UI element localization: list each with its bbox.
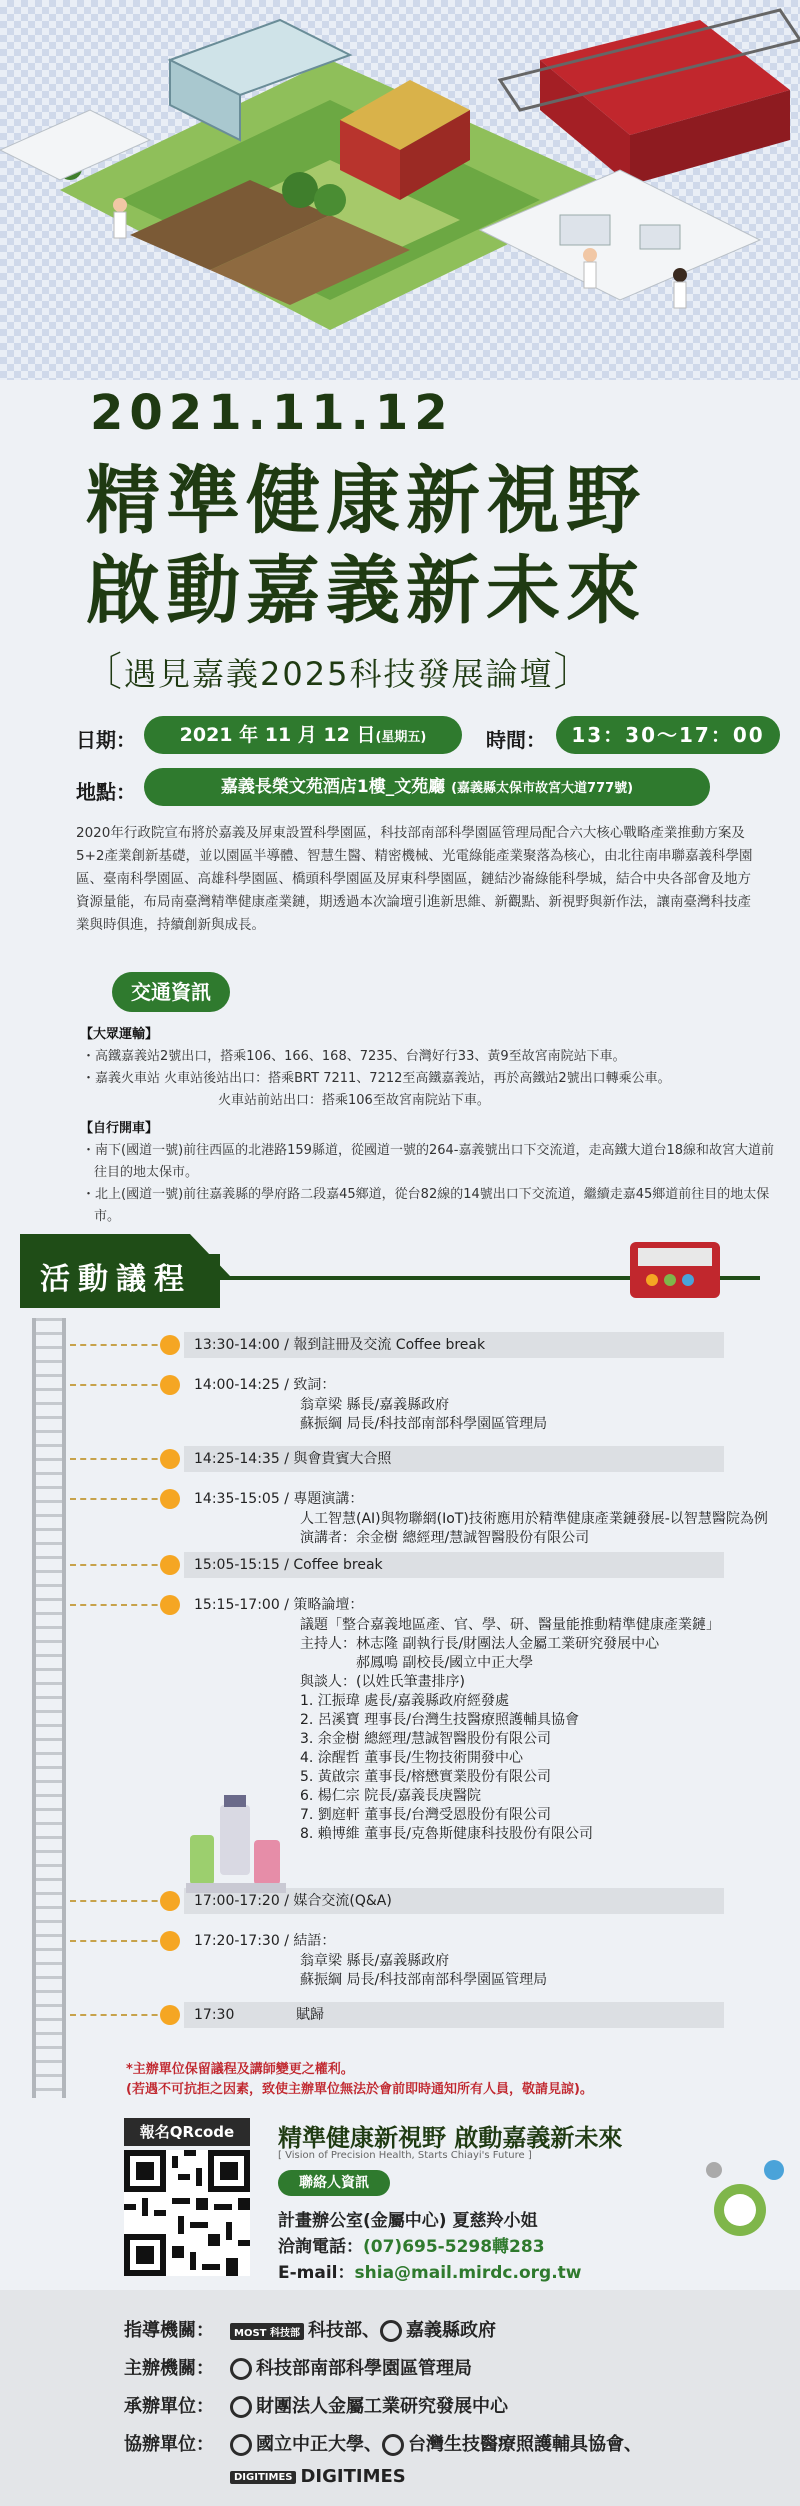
date-pill: [144, 716, 462, 754]
agenda-item-time: 14:25-14:35 / 與會貴賓大合照: [194, 1451, 392, 1467]
main-title-line1: 精準健康新視野: [86, 458, 646, 544]
mirdc-logo: [230, 2396, 252, 2418]
agenda-dot: [160, 1555, 180, 1575]
phone-label: 洽詢電話：: [278, 2237, 363, 2257]
agenda-dot: [160, 1449, 180, 1469]
hero-illustration: [0, 0, 800, 380]
bracket-right: 〕: [553, 649, 596, 695]
agenda-item-time: 13:30-14:00 / 報到註冊及交流 Coffee break: [194, 1337, 486, 1353]
qr-label: 報名QRcode: [124, 2118, 250, 2146]
notice-2: (若遇不可抗拒之因素，致使主辦單位無法於會前即時通知所有人員，敬請見諒)。: [126, 2082, 593, 2097]
agenda-item-line: 翁章梁 縣長/嘉義縣政府: [300, 1397, 450, 1413]
public-transport-heading: 【大眾運輸】: [80, 1027, 159, 1042]
agenda-dot: [160, 1931, 180, 1951]
organizer-row: [124, 2392, 508, 2418]
organizer-value: 財團法人金屬工業研究發展中心: [256, 2396, 508, 2417]
main-title-line2: 啟動嘉義新未來: [86, 548, 646, 634]
contact-email-row: [278, 2258, 581, 2283]
agenda-item-line: 蘇振綱 局長/科技部南部科學園區管理局: [300, 1416, 548, 1432]
co-organizer-value: 國立中正大學、: [256, 2434, 382, 2455]
agenda-item-line: 4. 涂醒哲 董事長/生物技術開發中心: [300, 1750, 523, 1766]
digitimes-logo: DIGITIMES: [230, 2471, 296, 2484]
organizers-panel: [0, 2290, 800, 2506]
agenda-dot: [160, 1595, 180, 1615]
rail-track: [32, 1318, 66, 2098]
car-item: ・北上(國道一號)前往嘉義縣的學府路二段嘉45鄉道，從台82線的14號出口下交流道，繼續走嘉45鄉道前往目的地太保市。: [82, 1187, 770, 1224]
notice-1: *主辦單位保留議程及講師變更之權利。: [126, 2062, 354, 2077]
lab-bottles-illustration: [180, 1795, 290, 1905]
co-organizer-row: [124, 2430, 642, 2456]
agenda-row-bg: [184, 2002, 724, 2028]
agenda-item-line: 3. 余金樹 總經理/慧誠智醫股份有限公司: [300, 1731, 551, 1747]
agenda-item-line: 蘇振綱 局長/科技部南部科學園區管理局: [300, 1972, 548, 1988]
agenda-item-line: 主持人：林志隆 副執行長/財團法人金屬工業研究發展中心: [300, 1636, 660, 1652]
place-value: 嘉義長榮文苑酒店1樓_文苑廳: [220, 777, 446, 797]
host-value: 科技部南部科學園區管理局: [256, 2358, 472, 2379]
agenda-dot: [160, 2005, 180, 2025]
public-item: 火車站前站出口：搭乘106至故宮南院站下車。: [218, 1093, 490, 1108]
agenda-item-line: 議題「整合嘉義地區產、官、學、研、醫量能推動精準健康產業鏈」: [300, 1617, 720, 1633]
contact-title: 精準健康新視野 啟動嘉義新未來: [278, 2123, 623, 2152]
co-organizer-value3: DIGITIMES: [300, 2466, 406, 2487]
co-organizer-label: 協辦單位：: [124, 2434, 214, 2455]
place-address: (嘉義縣太保市故宮大道777號): [451, 781, 634, 796]
contact-heading: 聯絡人資訊: [278, 2170, 390, 2196]
email-label: E-mail：: [278, 2263, 355, 2283]
agenda-item-line: 翁章梁 縣長/嘉義縣政府: [300, 1953, 450, 1969]
agenda-dot: [160, 1891, 180, 1911]
agenda-item-time: 15:15-17:00 / 策略論壇：: [194, 1597, 364, 1613]
email-value[interactable]: shia@mail.mirdc.org.tw: [354, 2263, 582, 2283]
public-item: ・高鐵嘉義站2號出口，搭乘106、166、168、7235、台灣好行33、黃9至故宮南院站下車。: [82, 1049, 626, 1064]
agenda-item-line: 6. 楊仁宗 院長/嘉義長庚醫院: [300, 1788, 481, 1804]
agenda-item-line: 演講者：余金樹 總經理/慧誠智醫股份有限公司: [300, 1530, 590, 1546]
traffic-heading: 交通資訊: [112, 972, 230, 1012]
agenda-item-time: 17:00-17:20 / 媒合交流(Q&A): [194, 1893, 392, 1909]
place-pill: [144, 768, 710, 806]
agenda-dot: [160, 1335, 180, 1355]
agenda-title: 活動議程: [40, 1262, 192, 1297]
place-label: 地點：: [76, 780, 136, 804]
agenda-item-time: 14:00-14:25 / 致詞：: [194, 1377, 336, 1393]
agenda-item-line: 8. 賴博維 董事長/克魯斯健康科技股份有限公司: [300, 1826, 593, 1842]
agenda-item-time: 17:20-17:30 / 結語：: [194, 1933, 336, 1949]
agenda-item-time: 14:35-15:05 / 專題演講：: [194, 1491, 364, 1507]
co-organizer-value2: 台灣生技醫療照護輔具協會、: [408, 2434, 642, 2455]
agenda-item-line: 1. 江振瑋 處長/嘉義縣政府經發處: [300, 1693, 509, 1709]
agenda-item-line: 郝鳳鳴 副校長/國立中正大學: [300, 1655, 534, 1671]
registration-qr-code[interactable]: [124, 2150, 250, 2276]
car-heading: 【自行開車】: [80, 1121, 159, 1136]
agenda-item-time: 17:30: [194, 2007, 235, 2023]
date-label: 日期：: [76, 728, 136, 752]
agenda-item-line: 2. 呂溪寶 理事長/台灣生技醫療照護輔具協會: [300, 1712, 579, 1728]
time-pill: 13：30～17：00: [556, 716, 780, 754]
phone-value[interactable]: (07)695-5298轉283: [363, 2237, 545, 2257]
date-value: 2021 年 11 月 12 日: [179, 724, 376, 746]
host-row: [124, 2354, 472, 2380]
ccu-logo: [230, 2434, 252, 2456]
bracket-left: 〔: [82, 649, 124, 695]
guide-label: 指導機關：: [124, 2320, 214, 2341]
subtitle-text: 遇見嘉義2025科技發展論壇: [124, 655, 554, 693]
public-item: ・嘉義火車站 火車站後站出口：搭乘BRT 7211、7212至高鐵嘉義站，再於高鐵站2號出口轉乘公車。: [82, 1071, 671, 1086]
agenda-item-line: 7. 劉庭軒 董事長/台灣受恩股份有限公司: [300, 1807, 551, 1823]
agenda-dot: [160, 1489, 180, 1509]
contact-title-en: [ Vision of Precision Health, Starts Chiayi's Future ]: [278, 2150, 532, 2161]
contact-office: 計畫辦公室(金屬中心) 夏慈羚小姐: [278, 2211, 538, 2231]
contact-phone-row: [278, 2232, 545, 2257]
guide-value2: 嘉義縣政府: [405, 2320, 496, 2341]
chiayi-county-logo: [380, 2320, 402, 2342]
agenda-item-tail: 賦歸: [296, 2007, 324, 2023]
agenda-dot: [160, 1375, 180, 1395]
event-date-heading: 2021.11.12: [90, 385, 454, 441]
agenda-item-line: 人工智慧(AI)與物聯網(IoT)技術應用於精準健康產業鏈發展-以智慧醫院為例: [300, 1511, 768, 1527]
intro-paragraph: 2020年行政院宣布將於嘉義及屏東設置科學園區，科技部南部科學園區管理局配合六大核心戰略產業推動方案及5+2產業創新基礎，並以園區半導體、智慧生醫、精密機械、光電綠能產業聚落為核心，由北往南串聯嘉義科學園區、臺南科學園區、高雄科學園區、橋頭科學園區及屏東科學園區，鏈結沙崙綠能科學城，結合中央各部會及地方資源量能，布局南臺灣精準健康產業鏈，期透過本次論壇引進新思維、新觀點、新視野與新作法，讓南臺灣科技產業與時俱進，持續創新與成長。: [76, 825, 753, 933]
farm-lab-illustration: [0, 0, 800, 380]
organizer-label: 承辦單位：: [124, 2396, 214, 2417]
date-weekday: (星期五): [375, 730, 427, 745]
host-label: 主辦機關：: [124, 2358, 214, 2379]
guide-row: [124, 2316, 496, 2342]
guide-value: 科技部、: [307, 2320, 380, 2341]
most-logo: MOST 科技部: [230, 2323, 304, 2340]
stsp-logo: [230, 2358, 252, 2380]
agenda-item-time: 15:05-15:15 / Coffee break: [194, 1557, 383, 1573]
agenda-item-line: 5. 黃啟宗 董事長/榕懋實業股份有限公司: [300, 1769, 551, 1785]
agenda-item-line: 與談人：(以姓氏筆畫排序): [300, 1674, 465, 1690]
subtitle: [82, 640, 595, 697]
association-logo: [382, 2434, 404, 2456]
digitimes-row: [230, 2466, 406, 2487]
time-label: 時間：: [486, 728, 546, 752]
tech-health-icons: [700, 2150, 790, 2260]
car-item: ・南下(國道一號)前往西區的北港路159縣道，從國道一號的264-嘉義號出口下交流道，走高鐵大道台18線和故宮大道前往目的地太保市。: [82, 1143, 775, 1180]
traffic-info: [80, 1024, 780, 1228]
